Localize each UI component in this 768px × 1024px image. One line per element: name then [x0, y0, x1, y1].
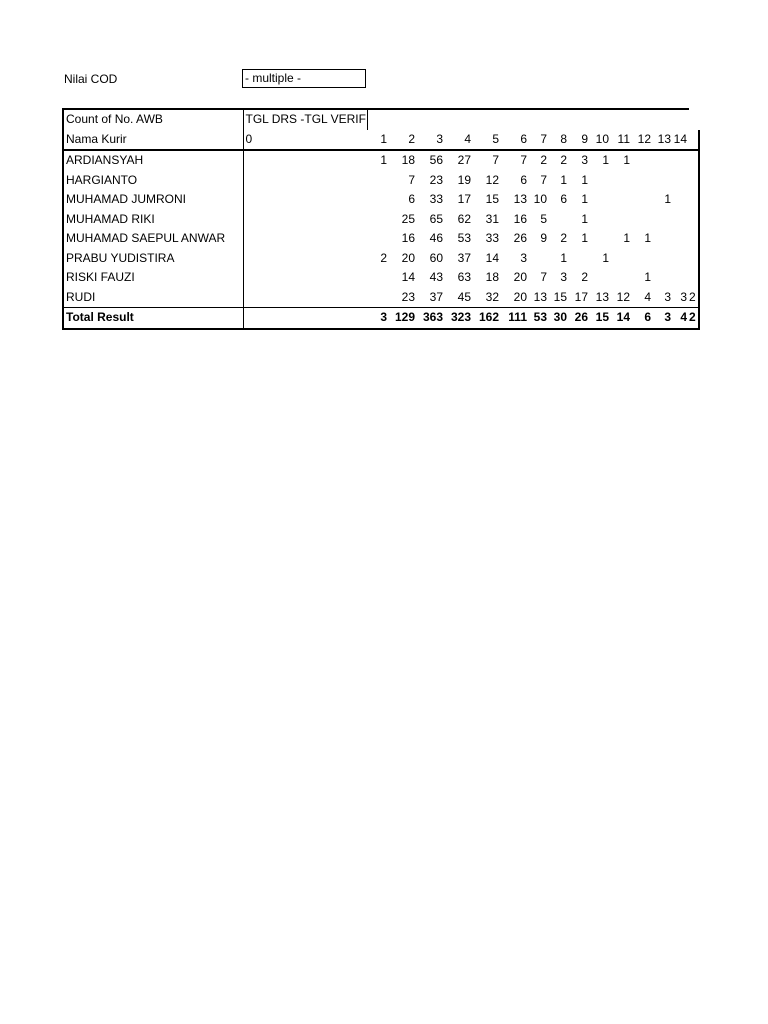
pivot-value-cell: 31 [485, 211, 499, 226]
pivot-table [62, 108, 700, 330]
pivot-value-cell: 27 [457, 153, 471, 168]
pivot-value-cell [673, 150, 689, 171]
pivot-value-cell [243, 190, 367, 210]
pivot-value-cell: 65 [429, 211, 443, 226]
pivot-value-cell: 56 [429, 153, 443, 168]
pivot-value-cell [632, 190, 653, 210]
pivot-column-field[interactable]: TGL DRS -TGL VERIF [243, 109, 367, 130]
pivot-value-cell [243, 150, 367, 171]
table-row [63, 288, 699, 308]
pivot-value-cell [653, 229, 673, 249]
pivot-value-cell [590, 171, 611, 191]
pivot-value-cell: 12 [616, 289, 630, 304]
pivot-column-header: 11 [611, 130, 632, 151]
pivot-value-cell [611, 249, 632, 269]
pivot-column-header: 8 [549, 130, 569, 151]
pivot-value-cell: 1 [644, 270, 651, 285]
pivot-value-cell [689, 229, 699, 249]
table-row [63, 150, 699, 171]
total-value-cell: 6 [632, 308, 653, 329]
pivot-value-cell [611, 190, 632, 210]
courier-name: PRABU YUDISTIRA [63, 249, 243, 269]
pivot-column-header: 9 [569, 130, 590, 151]
pivot-value-cell: 2 [560, 231, 567, 246]
pivot-value-cell: 2 [689, 288, 699, 308]
page-filter-label: Nilai COD [64, 72, 118, 86]
total-value-cell: 14 [611, 308, 632, 329]
pivot-value-cell: 46 [429, 231, 443, 246]
pivot-value-cell: 1 [560, 172, 567, 187]
pivot-value-cell: 1 [581, 172, 588, 187]
pivot-value-cell [367, 288, 389, 308]
pivot-value-cell: 60 [429, 250, 443, 265]
pivot-value-cell: 20 [513, 289, 527, 304]
pivot-value-cell [673, 171, 689, 191]
pivot-value-cell [611, 268, 632, 288]
total-label: Total Result [63, 308, 243, 329]
pivot-value-cell: 7 [540, 270, 547, 285]
pivot-column-header: 3 [417, 130, 445, 151]
pivot-column-header: 0 [243, 130, 367, 151]
pivot-value-cell: 12 [485, 172, 499, 187]
total-value-cell: 129 [389, 308, 417, 329]
pivot-header-fill [367, 109, 689, 130]
pivot-value-cell [243, 210, 367, 230]
pivot-value-cell [367, 171, 389, 191]
pivot-value-cell: 63 [457, 270, 471, 285]
pivot-value-cell: 7 [520, 153, 527, 168]
pivot-value-cell: 23 [401, 289, 415, 304]
pivot-value-cell [590, 190, 611, 210]
pivot-value-cell [653, 249, 673, 269]
pivot-value-cell: 1 [581, 211, 588, 226]
pivot-value-cell [689, 210, 699, 230]
pivot-value-cell: 4 [644, 289, 651, 304]
total-value-cell: 162 [473, 308, 501, 329]
pivot-value-cell: 6 [408, 192, 415, 207]
total-value-cell: 53 [529, 308, 549, 329]
pivot-value-cell [632, 249, 653, 269]
pivot-value-cell [243, 229, 367, 249]
pivot-value-cell: 33 [429, 192, 443, 207]
pivot-value-cell: 1 [380, 153, 387, 168]
total-value-cell: 323 [445, 308, 473, 329]
pivot-value-cell [673, 229, 689, 249]
pivot-corner-label: Count of No. AWB [63, 109, 243, 130]
pivot-value-cell: 6 [520, 172, 527, 187]
pivot-value-cell: 17 [457, 192, 471, 207]
total-value-cell: 3 [367, 308, 389, 329]
pivot-value-cell [590, 229, 611, 249]
pivot-total-row [63, 308, 699, 329]
pivot-value-cell [653, 210, 673, 230]
pivot-value-cell: 1 [581, 192, 588, 207]
pivot-value-cell: 23 [429, 172, 443, 187]
pivot-value-cell [689, 190, 699, 210]
pivot-value-cell: 19 [457, 172, 471, 187]
pivot-value-cell [673, 210, 689, 230]
pivot-column-header: 4 [445, 130, 473, 151]
pivot-value-cell [590, 268, 611, 288]
pivot-value-cell: 13 [595, 289, 609, 304]
courier-name: MUHAMAD JUMRONI [63, 190, 243, 210]
pivot-value-cell: 2 [560, 153, 567, 168]
total-value-cell: 2 [689, 308, 699, 329]
pivot-value-cell [243, 288, 367, 308]
pivot-value-cell: 37 [429, 289, 443, 304]
pivot-value-cell [689, 249, 699, 269]
total-value-cell [243, 308, 367, 329]
pivot-value-cell: 33 [485, 231, 499, 246]
pivot-value-cell: 14 [401, 270, 415, 285]
pivot-value-cell: 25 [401, 211, 415, 226]
total-value-cell: 111 [501, 308, 529, 329]
pivot-value-cell [569, 249, 590, 269]
pivot-value-cell [673, 190, 689, 210]
pivot-value-cell: 1 [623, 153, 630, 168]
pivot-column-header: 14 [673, 130, 689, 151]
pivot-value-cell: 3 [560, 270, 567, 285]
pivot-header-row-2 [63, 130, 699, 151]
pivot-column-header: 5 [473, 130, 501, 151]
pivot-value-cell: 32 [485, 289, 499, 304]
pivot-value-cell: 3 [520, 250, 527, 265]
pivot-value-cell: 13 [533, 289, 547, 304]
pivot-value-cell: 1 [560, 250, 567, 265]
pivot-value-cell: 53 [457, 231, 471, 246]
pivot-body [63, 109, 699, 329]
pivot-value-cell [632, 150, 653, 171]
total-value-cell: 3 [653, 308, 673, 329]
pivot-value-cell: 1 [602, 153, 609, 168]
pivot-value-cell: 62 [457, 211, 471, 226]
pivot-value-cell: 7 [492, 153, 499, 168]
pivot-value-cell: 3 [664, 289, 671, 304]
pivot-value-cell [611, 171, 632, 191]
total-value-cell: 363 [417, 308, 445, 329]
pivot-column-header: 1 [367, 130, 389, 151]
pivot-value-cell: 3 [680, 289, 687, 304]
pivot-value-cell: 26 [513, 231, 527, 246]
pivot-value-cell: 16 [513, 211, 527, 226]
pivot-value-cell: 13 [513, 192, 527, 207]
pivot-column-header: 12 [632, 130, 653, 151]
courier-name: RUDI [63, 288, 243, 308]
pivot-value-cell: 15 [553, 289, 567, 304]
table-row [63, 249, 699, 269]
pivot-value-cell: 16 [401, 231, 415, 246]
pivot-column-header-end [689, 130, 699, 151]
courier-name: MUHAMAD RIKI [63, 210, 243, 230]
total-value-cell: 4 [673, 308, 689, 329]
pivot-header-row-1 [63, 109, 699, 130]
pivot-value-cell [673, 268, 689, 288]
pivot-value-cell [367, 190, 389, 210]
pivot-value-cell: 1 [644, 231, 651, 246]
pivot-value-cell [243, 268, 367, 288]
pivot-value-cell [689, 150, 699, 171]
courier-name: ARDIANSYAH [63, 150, 243, 171]
pivot-value-cell: 1 [581, 231, 588, 246]
pivot-value-cell [590, 210, 611, 230]
pivot-value-cell: 1 [602, 250, 609, 265]
pivot-value-cell [632, 171, 653, 191]
pivot-value-cell: 20 [401, 250, 415, 265]
pivot-value-cell [673, 249, 689, 269]
pivot-value-cell [367, 229, 389, 249]
pivot-value-cell: 45 [457, 289, 471, 304]
pivot-value-cell: 7 [408, 172, 415, 187]
total-value-cell: 30 [549, 308, 569, 329]
pivot-value-cell: 17 [574, 289, 588, 304]
pivot-value-cell: 1 [623, 231, 630, 246]
pivot-value-cell [632, 210, 653, 230]
pivot-value-cell: 5 [540, 211, 547, 226]
pivot-value-cell [243, 249, 367, 269]
pivot-column-header: 13 [653, 130, 673, 151]
pivot-value-cell [689, 268, 699, 288]
pivot-value-cell: 18 [401, 153, 415, 168]
table-row [63, 268, 699, 288]
table-row [63, 190, 699, 210]
courier-name: MUHAMAD SAEPUL ANWAR [63, 229, 243, 249]
pivot-row-field: Nama Kurir [63, 130, 243, 151]
pivot-value-cell: 15 [485, 192, 499, 207]
pivot-value-cell: 3 [581, 153, 588, 168]
pivot-value-cell [653, 150, 673, 171]
pivot-value-cell [653, 171, 673, 191]
pivot-column-header: 6 [501, 130, 529, 151]
pivot-value-cell: 10 [533, 192, 547, 207]
pivot-value-cell: 2 [380, 250, 387, 265]
pivot-value-cell: 7 [540, 172, 547, 187]
total-value-cell: 26 [569, 308, 590, 329]
table-row [63, 229, 699, 249]
pivot-value-cell: 43 [429, 270, 443, 285]
pivot-value-cell: 37 [457, 250, 471, 265]
pivot-value-cell [611, 210, 632, 230]
pivot-value-cell: 20 [513, 270, 527, 285]
total-value-cell: 15 [590, 308, 611, 329]
pivot-value-cell: 1 [664, 192, 671, 207]
pivot-value-cell: 14 [485, 250, 499, 265]
pivot-value-cell [243, 171, 367, 191]
pivot-value-cell [529, 249, 549, 269]
courier-name: RISKI FAUZI [63, 268, 243, 288]
courier-name: HARGIANTO [63, 171, 243, 191]
table-row [63, 171, 699, 191]
table-row [63, 210, 699, 230]
pivot-value-cell [549, 210, 569, 230]
pivot-column-header: 7 [529, 130, 549, 151]
pivot-value-cell [653, 268, 673, 288]
pivot-column-header: 2 [389, 130, 417, 151]
pivot-value-cell [367, 210, 389, 230]
pivot-value-cell [689, 171, 699, 191]
pivot-value-cell: 9 [540, 231, 547, 246]
pivot-value-cell [367, 268, 389, 288]
page-filter-dropdown[interactable]: - multiple - [242, 69, 366, 88]
pivot-value-cell: 2 [540, 153, 547, 168]
pivot-value-cell: 2 [581, 270, 588, 285]
pivot-column-header: 10 [590, 130, 611, 151]
pivot-value-cell: 18 [485, 270, 499, 285]
pivot-value-cell: 6 [560, 192, 567, 207]
